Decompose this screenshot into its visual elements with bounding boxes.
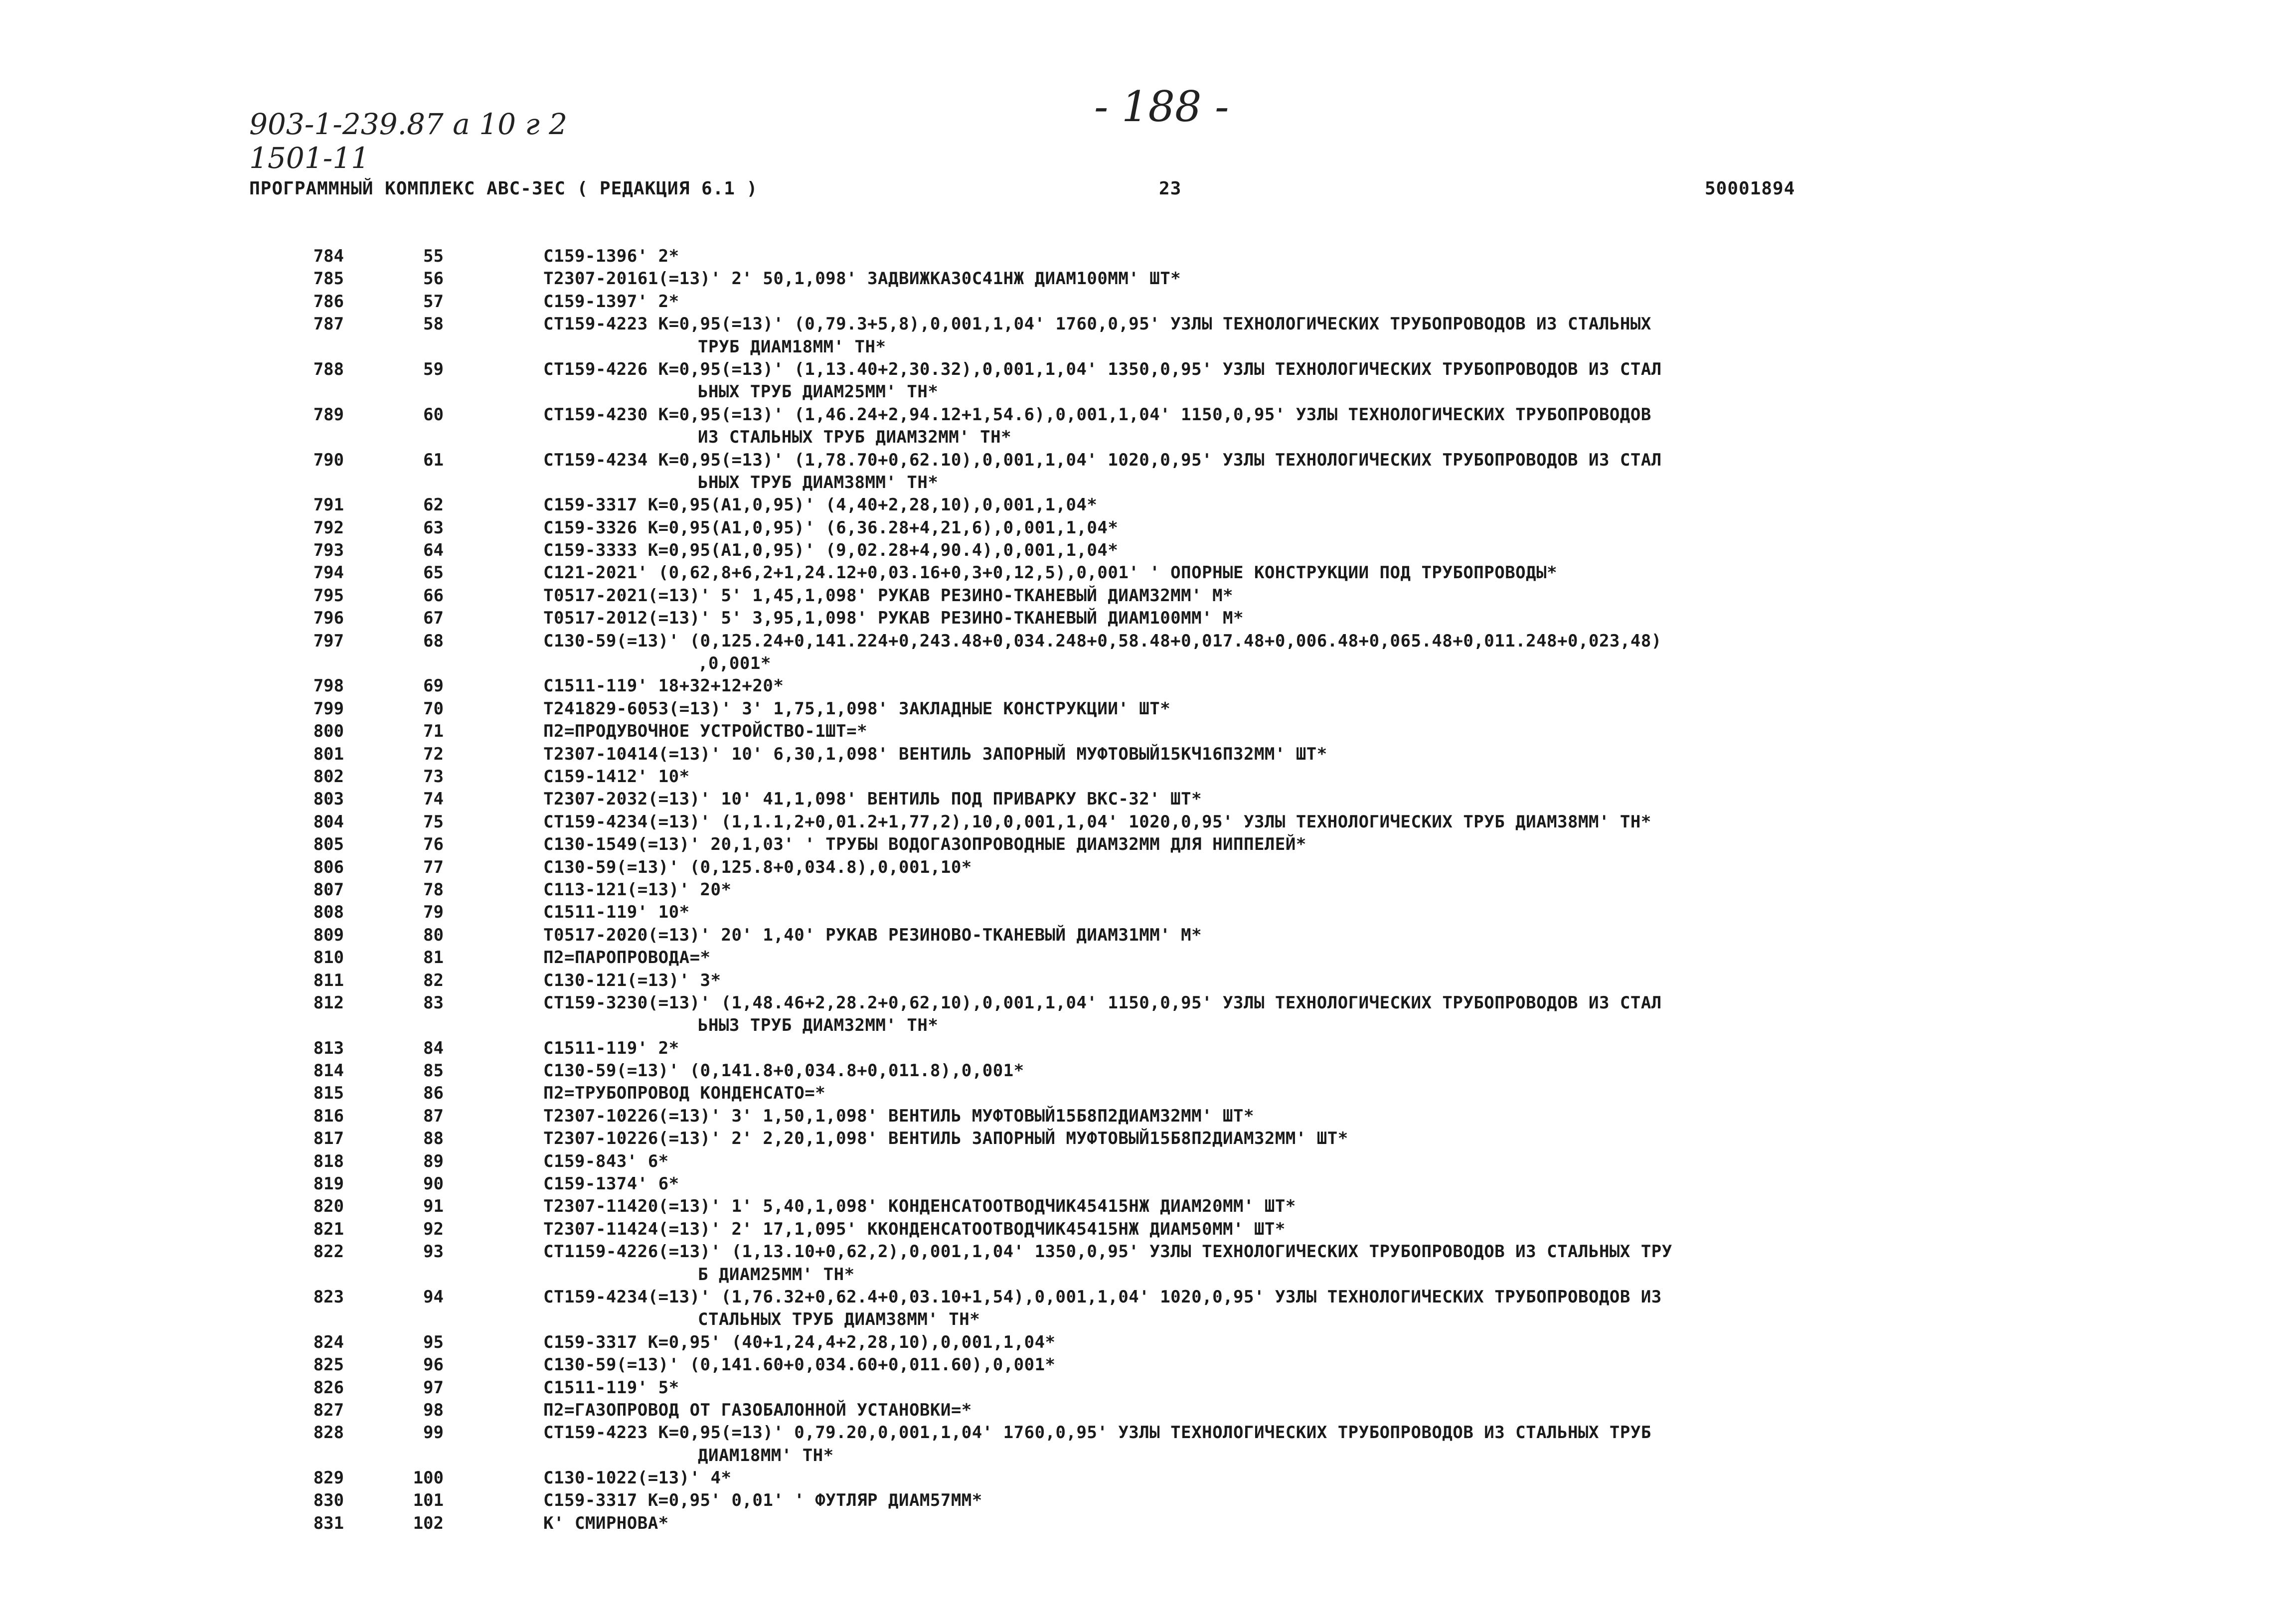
sequence-number: 64: [423, 540, 444, 561]
sequence-number: 92: [423, 1219, 444, 1239]
statement-text: С1511-119' 5*: [543, 1377, 679, 1398]
sequence-number: 93: [423, 1242, 444, 1262]
line-number: 784: [313, 246, 344, 266]
listing-row: [249, 291, 2044, 313]
statement-text: ТРУБ ДИАМ18ММ' ТН*: [698, 336, 886, 357]
line-number: 817: [313, 1129, 344, 1149]
line-number: 800: [313, 721, 344, 742]
listing-row: [249, 743, 2044, 766]
line-number: 803: [313, 789, 344, 810]
line-number: 788: [313, 359, 344, 379]
sequence-number: 74: [423, 789, 444, 810]
statement-text: СТ159-4234(=13)' (1,1.1,2+0,01.2+1,77,2),10,0,001,1,04' 1020,0,95' УЗЛЫ ТЕХНОЛОГИЧЕСКИХ ТРУБ ДИАМ38ММ' ТН*: [543, 812, 1651, 832]
listing-continuation-row: [249, 652, 2044, 675]
line-number: 818: [313, 1151, 344, 1171]
line-number: 793: [313, 540, 344, 561]
sequence-number: 84: [423, 1038, 444, 1058]
line-number: 785: [313, 269, 344, 289]
listing-row: [249, 585, 2044, 607]
sequence-number: 101: [413, 1490, 444, 1511]
listing-row: [249, 947, 2044, 969]
statement-text: П2=ПРОДУВОЧНОЕ УСТРОЙСТВО-1ШТ=*: [543, 721, 868, 742]
statement-text: Т2307-2032(=13)' 10' 41,1,098' ВЕНТИЛЬ ПОД ПРИВАРКУ ВКС-32' ШТ*: [543, 789, 1202, 810]
statement-text: С130-1022(=13)' 4*: [543, 1468, 732, 1488]
sequence-number: 55: [423, 246, 444, 266]
statement-text: С159-3317 К=0,95' 0,01' ' ФУТЛЯР ДИАМ57ММ*: [543, 1490, 982, 1511]
listing-row: [249, 766, 2044, 788]
header-page: 23: [1159, 178, 1182, 199]
line-number: 820: [313, 1196, 344, 1217]
statement-text: СТ159-3230(=13)' (1,48.46+2,28.2+0,62,10),0,001,1,04' 1150,0,95' УЗЛЫ ТЕХНОЛОГИЧЕСКИХ ТРУБОПРОВОДОВ ИЗ СТАЛ: [543, 992, 1662, 1013]
statement-text: С1511-119' 2*: [543, 1038, 679, 1058]
sequence-number: 97: [423, 1377, 444, 1398]
statement-text: П2=ПАРОПРОВОДА=*: [543, 948, 711, 968]
listing-row: [249, 1241, 2044, 1263]
statement-text: СТ159-4223 К=0,95(=13)' (0,79.3+5,8),0,001,1,04' 1760,0,95' УЗЛЫ ТЕХНОЛОГИЧЕСКИХ ТРУБОПРОВОДОВ ИЗ СТАЛЬНЫХ: [543, 314, 1651, 334]
sequence-number: 98: [423, 1400, 444, 1420]
statement-text: СТ159-4223 К=0,95(=13)' 0,79.20,0,001,1,04' 1760,0,95' УЗЛЫ ТЕХНОЛОГИЧЕСКИХ ТРУБОПРОВОДОВ ИЗ СТАЛЬНЫХ ТРУБ: [543, 1423, 1651, 1443]
sequence-number: 63: [423, 517, 444, 538]
sequence-number: 71: [423, 721, 444, 742]
statement-text: СТАЛЬНЫХ ТРУБ ДИАМ38ММ' ТН*: [698, 1309, 980, 1330]
line-number: 811: [313, 970, 344, 990]
listing-row: [249, 901, 2044, 924]
statement-text: Т0517-2020(=13)' 20' 1,40' РУКАВ РЕЗИНОВО-ТКАНЕВЫЙ ДИАМ31ММ' М*: [543, 925, 1202, 945]
statement-text: ИЗ СТАЛЬНЫХ ТРУБ ДИАМ32ММ' ТН*: [698, 427, 1012, 448]
line-number: 824: [313, 1332, 344, 1352]
statement-text: ,0,001*: [698, 653, 771, 674]
line-number: 826: [313, 1377, 344, 1398]
listing-row: [249, 1150, 2044, 1173]
line-number: 786: [313, 291, 344, 312]
listing-row: [249, 1377, 2044, 1399]
sequence-number: 100: [413, 1468, 444, 1488]
statement-text: Т2307-10226(=13)' 2' 2,20,1,098' ВЕНТИЛЬ ЗАПОРНЫЙ МУФТОВЫЙ15Б8П2ДИАМ32ММ' ШТ*: [543, 1129, 1348, 1149]
line-number: 829: [313, 1468, 344, 1488]
sequence-number: 56: [423, 269, 444, 289]
statement-text: С159-3333 К=0,95(А1,0,95)' (9,02.28+4,90.4),0,001,1,04*: [543, 540, 1119, 561]
statement-text: ЬНЫХ ТРУБ ДИАМ38ММ' ТН*: [698, 472, 939, 492]
listing-row: [249, 992, 2044, 1014]
listing-row: [249, 1037, 2044, 1060]
statement-text: СТ159-4226 К=0,95(=13)' (1,13.40+2,30.32),0,001,1,04' 1350,0,95' УЗЛЫ ТЕХНОЛОГИЧЕСКИХ ТРУБОПРОВОДОВ ИЗ СТАЛ: [543, 359, 1662, 379]
statement-text: С159-1374' 6*: [543, 1174, 679, 1194]
listing-row: [249, 811, 2044, 833]
listing-row: [249, 856, 2044, 879]
sequence-number: 58: [423, 314, 444, 334]
line-number: 823: [313, 1287, 344, 1307]
line-number: 819: [313, 1174, 344, 1194]
statement-text: С130-121(=13)' 3*: [543, 970, 721, 990]
listing-row: [249, 1331, 2044, 1354]
listing-row: [249, 1105, 2044, 1128]
listing-row: [249, 1354, 2044, 1376]
line-number: 830: [313, 1490, 344, 1511]
line-number: 794: [313, 563, 344, 583]
listing-row: [249, 970, 2044, 992]
listing-continuation-row: [249, 426, 2044, 449]
sequence-number: 65: [423, 563, 444, 583]
line-number: 815: [313, 1083, 344, 1104]
sequence-number: 77: [423, 857, 444, 877]
line-number: 789: [313, 404, 344, 425]
listing-continuation-row: [249, 336, 2044, 358]
sequence-number: 81: [423, 948, 444, 968]
listing-row: [249, 720, 2044, 743]
line-number: 802: [313, 766, 344, 787]
listing-row: [249, 1399, 2044, 1422]
line-number: 807: [313, 879, 344, 900]
handwritten-doc-code: 903-1-239.87 а 10 г 2: [249, 107, 568, 141]
sequence-number: 76: [423, 834, 444, 855]
listing-row: [249, 358, 2044, 381]
sequence-number: 67: [423, 608, 444, 629]
statement-text: Т0517-2021(=13)' 5' 1,45,1,098' РУКАВ РЕЗИНО-ТКАНЕВЫЙ ДИАМ32ММ' М*: [543, 585, 1234, 606]
sequence-number: 79: [423, 902, 444, 923]
line-number: 810: [313, 948, 344, 968]
line-number: 813: [313, 1038, 344, 1058]
sequence-number: 91: [423, 1196, 444, 1217]
statement-text: Т2307-11420(=13)' 1' 5,40,1,098' КОНДЕНСАТООТВОДЧИК45415НЖ ДИАМ20ММ' ШТ*: [543, 1196, 1296, 1217]
listing-row: [249, 1489, 2044, 1512]
statement-text: ЬНЫХ ТРУБ ДИАМ25ММ' ТН*: [698, 382, 939, 402]
statement-text: К' СМИРНОВА*: [543, 1513, 669, 1533]
sequence-number: 102: [413, 1513, 444, 1533]
statement-text: С1511-119' 10*: [543, 902, 690, 923]
statement-text: С159-843' 6*: [543, 1151, 669, 1171]
line-number: 821: [313, 1219, 344, 1239]
line-number: 796: [313, 608, 344, 629]
listing: [249, 245, 2044, 1535]
listing-row: [249, 268, 2044, 290]
line-number: 812: [313, 992, 344, 1013]
listing-row: [249, 494, 2044, 516]
handwritten-page-number: - 188 -: [1094, 82, 1229, 131]
line-number: 799: [313, 698, 344, 719]
sequence-number: 75: [423, 812, 444, 832]
listing-row: [249, 1082, 2044, 1105]
listing-continuation-row: [249, 1308, 2044, 1331]
line-number: 814: [313, 1061, 344, 1081]
sequence-number: 69: [423, 676, 444, 696]
statement-text: Т2307-20161(=13)' 2' 50,1,098' ЗАДВИЖКА30С41НЖ ДИАМ100ММ' ШТ*: [543, 269, 1181, 289]
statement-text: Б ДИАМ25ММ' ТН*: [698, 1264, 855, 1285]
listing-row: [249, 833, 2044, 856]
listing-row: [249, 1218, 2044, 1241]
statement-text: Т241829-6053(=13)' 3' 1,75,1,098' ЗАКЛАДНЫЕ КОНСТРУКЦИИ' ШТ*: [543, 698, 1171, 719]
statement-text: С159-1396' 2*: [543, 246, 679, 266]
statement-text: С121-2021' (0,62,8+6,2+1,24.12+0,03.16+0,3+0,12,5),0,001' ' ОПОРНЫЕ КОНСТРУКЦИИ ПОД ТРУБОПРОВОДЫ*: [543, 563, 1558, 583]
line-number: 816: [313, 1106, 344, 1126]
sequence-number: 96: [423, 1355, 444, 1375]
line-number: 797: [313, 631, 344, 651]
listing-row: [249, 607, 2044, 630]
statement-text: С130-59(=13)' (0,141.8+0,034.8+0,011.8),0,001*: [543, 1061, 1024, 1081]
statement-text: П2=ТРУБОПРОВОД КОНДЕНСАТО=*: [543, 1083, 826, 1104]
statement-text: С159-3317 К=0,95' (40+1,24,4+2,28,10),0,001,1,04*: [543, 1332, 1056, 1352]
sequence-number: 99: [423, 1423, 444, 1443]
listing-row: [249, 1173, 2044, 1195]
sequence-number: 85: [423, 1061, 444, 1081]
statement-text: С130-59(=13)' (0,125.8+0,034.8),0,001,10*: [543, 857, 972, 877]
listing-row: [249, 630, 2044, 652]
listing-row: [249, 449, 2044, 472]
statement-text: С130-59(=13)' (0,141.60+0,034.60+0,011.60),0,001*: [543, 1355, 1056, 1375]
line-number: 809: [313, 925, 344, 945]
listing-continuation-row: [249, 381, 2044, 403]
listing-row: [249, 788, 2044, 811]
statement-text: С130-1549(=13)' 20,1,03' ' ТРУБЫ ВОДОГАЗОПРОВОДНЫЕ ДИАМ32ММ ДЛЯ НИППЕЛЕЙ*: [543, 834, 1306, 855]
statement-text: С113-121(=13)' 20*: [543, 879, 732, 900]
line-number: 795: [313, 585, 344, 606]
sequence-number: 59: [423, 359, 444, 379]
sequence-number: 90: [423, 1174, 444, 1194]
listing-row: [249, 1467, 2044, 1489]
statement-text: СТ159-4234(=13)' (1,76.32+0,62.4+0,03.10+1,54),0,001,1,04' 1020,0,95' УЗЛЫ ТЕХНОЛОГИЧЕСКИХ ТРУБОПРОВОДОВ ИЗ: [543, 1287, 1662, 1307]
sequence-number: 95: [423, 1332, 444, 1352]
line-number: 806: [313, 857, 344, 877]
sequence-number: 60: [423, 404, 444, 425]
line-number: 805: [313, 834, 344, 855]
sequence-number: 57: [423, 291, 444, 312]
statement-text: ЬНЫЗ ТРУБ ДИАМ32ММ' ТН*: [698, 1015, 939, 1036]
header-title: ПРОГРАММНЫЙ КОМПЛЕКС АВС-ЗЕС ( РЕДАКЦИЯ 6.1 ): [249, 178, 758, 199]
sequence-number: 82: [423, 970, 444, 990]
statement-text: С1511-119' 18+32+12+20*: [543, 676, 784, 696]
listing-row: [249, 924, 2044, 947]
sequence-number: 70: [423, 698, 444, 719]
listing-row: [249, 1060, 2044, 1082]
sequence-number: 89: [423, 1151, 444, 1171]
statement-text: П2=ГАЗОПРОВОД ОТ ГАЗОБАЛОННОЙ УСТАНОВКИ=*: [543, 1400, 972, 1420]
listing-row: [249, 1286, 2044, 1308]
line-number: 791: [313, 495, 344, 515]
listing-row: [249, 517, 2044, 539]
sequence-number: 72: [423, 744, 444, 764]
listing-row: [249, 313, 2044, 335]
sequence-number: 68: [423, 631, 444, 651]
line-number: 827: [313, 1400, 344, 1420]
line-number: 808: [313, 902, 344, 923]
line-number: 792: [313, 517, 344, 538]
sequence-number: 61: [423, 450, 444, 470]
sequence-number: 94: [423, 1287, 444, 1307]
line-number: 804: [313, 812, 344, 832]
statement-text: С159-3317 К=0,95(А1,0,95)' (4,40+2,28,10),0,001,1,04*: [543, 495, 1098, 515]
listing-row: [249, 1422, 2044, 1444]
statement-text: С159-3326 К=0,95(А1,0,95)' (6,36.28+4,21,6),0,001,1,04*: [543, 517, 1119, 538]
handwritten-sheet: 1501-11: [249, 141, 370, 175]
listing-row: [249, 879, 2044, 901]
line-number: 831: [313, 1513, 344, 1533]
listing-row: [249, 1128, 2044, 1150]
line-number: 825: [313, 1355, 344, 1375]
statement-text: С159-1397' 2*: [543, 291, 679, 312]
sequence-number: 73: [423, 766, 444, 787]
listing-row: [249, 562, 2044, 584]
statement-text: СТ159-4230 К=0,95(=13)' (1,46.24+2,94.12+1,54.6),0,001,1,04' 1150,0,95' УЗЛЫ ТЕХНОЛОГИЧЕСКИХ ТРУБОПРОВОДОВ: [543, 404, 1651, 425]
sequence-number: 62: [423, 495, 444, 515]
statement-text: ДИАМ18ММ' ТН*: [698, 1445, 834, 1465]
line-number: 822: [313, 1242, 344, 1262]
statement-text: Т0517-2012(=13)' 5' 3,95,1,098' РУКАВ РЕЗИНО-ТКАНЕВЫЙ ДИАМ100ММ' М*: [543, 608, 1244, 629]
listing-row: [249, 1512, 2044, 1535]
listing-row: [249, 539, 2044, 562]
statement-text: С159-1412' 10*: [543, 766, 690, 787]
line-number: 798: [313, 676, 344, 696]
statement-text: С130-59(=13)' (0,125.24+0,141.224+0,243.48+0,034.248+0,58.48+0,017.48+0,006.48+0,065.48+0,011.248+0,023,48): [543, 631, 1662, 651]
listing-row: [249, 245, 2044, 268]
listing-row: [249, 404, 2044, 426]
listing-continuation-row: [249, 1264, 2044, 1286]
line-number: 787: [313, 314, 344, 334]
header-doc-id: 50001894: [1705, 178, 1795, 199]
listing-continuation-row: [249, 472, 2044, 494]
sequence-number: 87: [423, 1106, 444, 1126]
listing-row: [249, 698, 2044, 720]
line-number: 790: [313, 450, 344, 470]
listing-continuation-row: [249, 1445, 2044, 1467]
sequence-number: 88: [423, 1129, 444, 1149]
line-number: 828: [313, 1423, 344, 1443]
statement-text: СТ159-4234 К=0,95(=13)' (1,78.70+0,62.10),0,001,1,04' 1020,0,95' УЗЛЫ ТЕХНОЛОГИЧЕСКИХ ТРУБОПРОВОДОВ ИЗ СТАЛ: [543, 450, 1662, 470]
sequence-number: 83: [423, 992, 444, 1013]
listing-continuation-row: [249, 1014, 2044, 1037]
listing-row: [249, 675, 2044, 697]
statement-text: Т2307-10414(=13)' 10' 6,30,1,098' ВЕНТИЛЬ ЗАПОРНЫЙ МУФТОВЫЙ15КЧ16П32ММ' ШТ*: [543, 744, 1327, 764]
sequence-number: 66: [423, 585, 444, 606]
statement-text: Т2307-11424(=13)' 2' 17,1,095' ККОНДЕНСАТООТВОДЧИК45415НЖ ДИАМ50ММ' ШТ*: [543, 1219, 1286, 1239]
statement-text: Т2307-10226(=13)' 3' 1,50,1,098' ВЕНТИЛЬ МУФТОВЫЙ15Б8П2ДИАМ32ММ' ШТ*: [543, 1106, 1254, 1126]
line-number: 801: [313, 744, 344, 764]
statement-text: СТ1159-4226(=13)' (1,13.10+0,62,2),0,001,1,04' 1350,0,95' УЗЛЫ ТЕХНОЛОГИЧЕСКИХ ТРУБОПРОВОДОВ ИЗ СТАЛЬНЫХ ТРУ: [543, 1242, 1672, 1262]
sequence-number: 78: [423, 879, 444, 900]
sequence-number: 86: [423, 1083, 444, 1104]
listing-row: [249, 1195, 2044, 1218]
sequence-number: 80: [423, 925, 444, 945]
